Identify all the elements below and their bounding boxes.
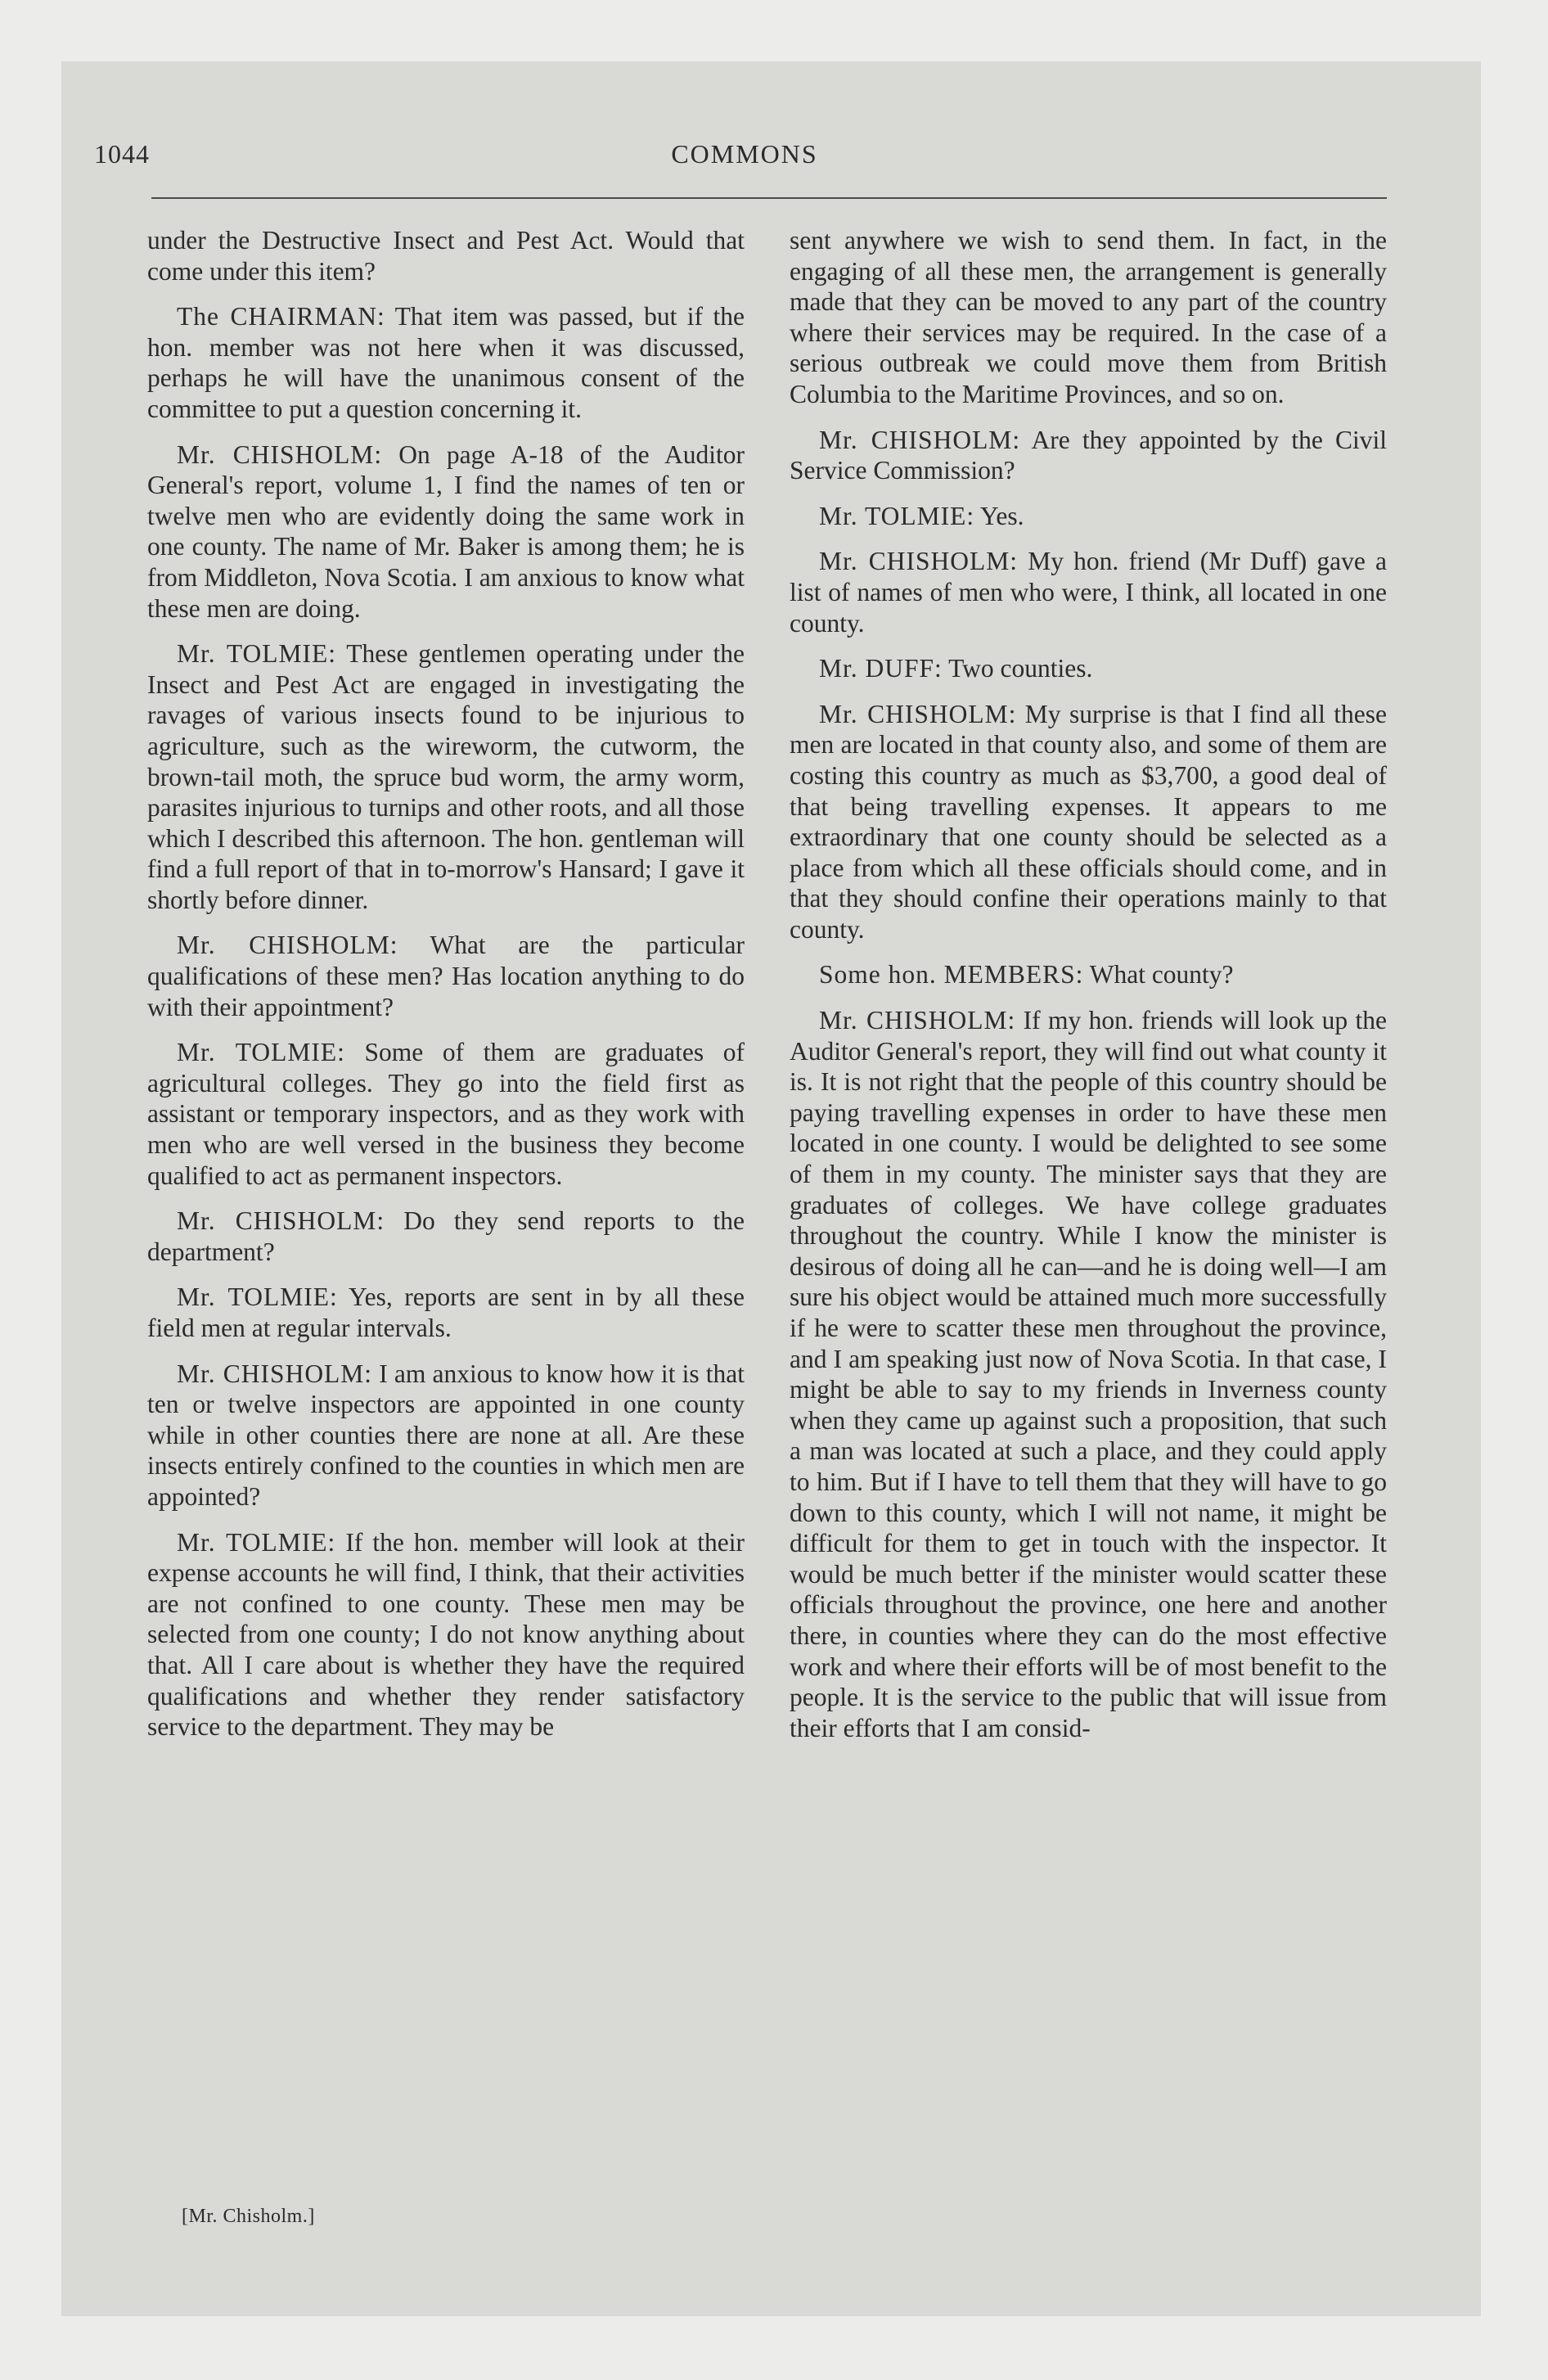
speaker-name: Mr. TOLMIE:: [177, 1527, 336, 1557]
paragraph-text: If the hon. member will look at their expense accounts he will find, I think, that their activities are not confined to one county. These men may be selected from one county; I do not know anything about that. All I care about is whether they have the required qualifications and whether they render satisfactory service to the department. They may be: [147, 1527, 745, 1742]
paragraph: [147, 638, 745, 915]
left-column: [147, 225, 745, 1757]
paragraph: [147, 439, 745, 624]
speaker-name: The CHAIRMAN:: [177, 302, 385, 331]
right-column: [790, 225, 1387, 1758]
speaker-name: Mr. TOLMIE:: [177, 1038, 345, 1067]
page-number: 1044: [94, 139, 150, 169]
header-rule: [151, 197, 1387, 199]
paragraph-text: sent anywhere we wish to send them. In fact, in the engaging of all these men, the arrangement is generally made that they can be moved to any part of the country where their services may be required. In the case of a serious outbreak we could move them from British Columbia to the Maritime Provinces, and so on.: [790, 226, 1387, 408]
speaker-name: Mr. TOLMIE:: [177, 1282, 338, 1312]
paragraph: [790, 546, 1387, 638]
speaker-name: Some hon. MEMBERS:: [819, 960, 1084, 989]
paragraph-text: Are they appointed by the Civil Service Commission?: [790, 425, 1388, 485]
speaker-name: Mr. CHISHOLM:: [819, 547, 1019, 576]
speaker-name: Mr. CHISHOLM:: [177, 931, 398, 960]
paragraph: [790, 425, 1387, 486]
paragraph-text: That item was passed, but if the hon. member was not here when it was discussed, perhaps he will have the unanimous consent of the committee to put a question concerning it.: [147, 302, 745, 423]
paragraph: [790, 225, 1387, 410]
paragraph-text: These gentlemen operating under the Insect and Pest Act are engaged in investigating the ravages of various insects found to be injurious to agriculture, such as the wireworm, the cutworm, the brown-tail moth, the spruce bud worm, the army worm, parasites injurious to turnips and other roots, and all those which I described this afternoon. The hon. gentleman will find a full report of that in to-morrow's Hansard; I gave it shortly before dinner.: [147, 639, 745, 914]
paragraph-text: Some of them are graduates of agricultural colleges. They go into the field first as assistant or temporary inspectors, and as they work with men who are well versed in the business they become qualified to act as permanent inspectors.: [147, 1038, 745, 1190]
paragraph-text: Do they send reports to the department?: [147, 1206, 745, 1266]
paragraph-text: I am anxious to know how it is that ten or twelve inspectors are appointed in one county while in other counties there are none at all. Are these insects entirely confined to the counties in which men are appointed?: [147, 1359, 745, 1511]
page-header: [94, 139, 1395, 180]
paragraph-text: Yes, reports are sent in by all these field men at regular intervals.: [147, 1282, 745, 1342]
paragraph: [790, 1005, 1387, 1743]
paragraph-text: under the Destructive Insect and Pest Act. Would that come under this item?: [147, 226, 745, 286]
paragraph: [790, 699, 1387, 945]
paragraph: [790, 959, 1387, 990]
paragraph-text: What county?: [1089, 960, 1234, 989]
paragraph: [147, 1527, 745, 1742]
speaker-name: Mr. CHISHOLM:: [819, 699, 1017, 728]
paragraph: [147, 1206, 745, 1267]
paragraph-text: My surprise is that I find all these men are located in that county also, and some of them are costing this country as much as $3,700, a good deal of that being travelling expenses. It appears to me extraordinary that one county should be selected as a place from which all these officials should come, and in that they should confine their operations mainly to that county.: [790, 699, 1388, 944]
speaker-name: Mr. DUFF:: [819, 654, 943, 683]
paragraph: [790, 653, 1387, 684]
paragraph-text: If my hon. friends will look up the Auditor General's report, they will find out what county it is. It is not right that the people of this country should be paying travelling expenses in order to have these men located in one county. I would be delighted to see some of them in my county. The minister says that they are graduates of colleges. We have college graduates throughout the country. While I know the minister is desirous of doing all he can—and he is doing well—I am sure his object would be attained much more successfully if he were to scatter these men throughout the province, and I am speaking just now of Nova Scotia. In that case, I might be able to say to my friends in Inverness county when they came up against such a proposition, that such a man was located at such a place, and they could apply to him. But if I have to tell them that they will have to go down to this county, which I will not name, it might be difficult for them to get in touch with the inspector. It would be much better if the minister would scatter these officials throughout the province, one here and another there, in counties where they can do the most effective work and where their efforts will be of most benefit to the people. It is the service to the public that will issue from their efforts that I am consid-: [790, 1006, 1387, 1742]
speaker-name: Mr. CHISHOLM:: [819, 425, 1021, 454]
paragraph-text: Yes.: [979, 501, 1024, 530]
paragraph-text: My hon. friend (Mr Duff) gave a list of names of men who were, I think, all located in one county.: [790, 547, 1387, 638]
speaker-name: Mr. CHISHOLM:: [819, 1006, 1016, 1035]
paragraph-text: On page A-18 of the Auditor General's report, volume 1, I find the names of ten or twelve men who are evidently doing the same work in one county. The name of Mr. Baker is among them; he is from Middleton, Nova Scotia. I am anxious to know what these men are doing.: [147, 439, 745, 623]
paragraph-text: Two counties.: [948, 654, 1093, 683]
speaker-name: Mr. CHISHOLM:: [177, 1206, 385, 1236]
speaker-name: Mr. CHISHOLM:: [177, 439, 383, 469]
paragraph: [147, 301, 745, 424]
speaker-name: Mr. TOLMIE:: [177, 639, 337, 669]
running-head: COMMONS: [671, 139, 818, 169]
paragraph: [790, 501, 1387, 532]
paragraph: [147, 1359, 745, 1512]
paragraph: [147, 1282, 745, 1343]
speaker-name: Mr. CHISHOLM:: [177, 1359, 373, 1388]
speaker-name: Mr. TOLMIE:: [819, 501, 975, 530]
paragraph-text: What are the particular qualifications of these men? Has location anything to do with their appointment?: [147, 931, 745, 1021]
paragraph: [147, 930, 745, 1022]
paragraph: [147, 225, 745, 286]
footer-speaker-note: [Mr. Chisholm.]: [182, 2206, 315, 2227]
paragraph: [147, 1037, 745, 1191]
